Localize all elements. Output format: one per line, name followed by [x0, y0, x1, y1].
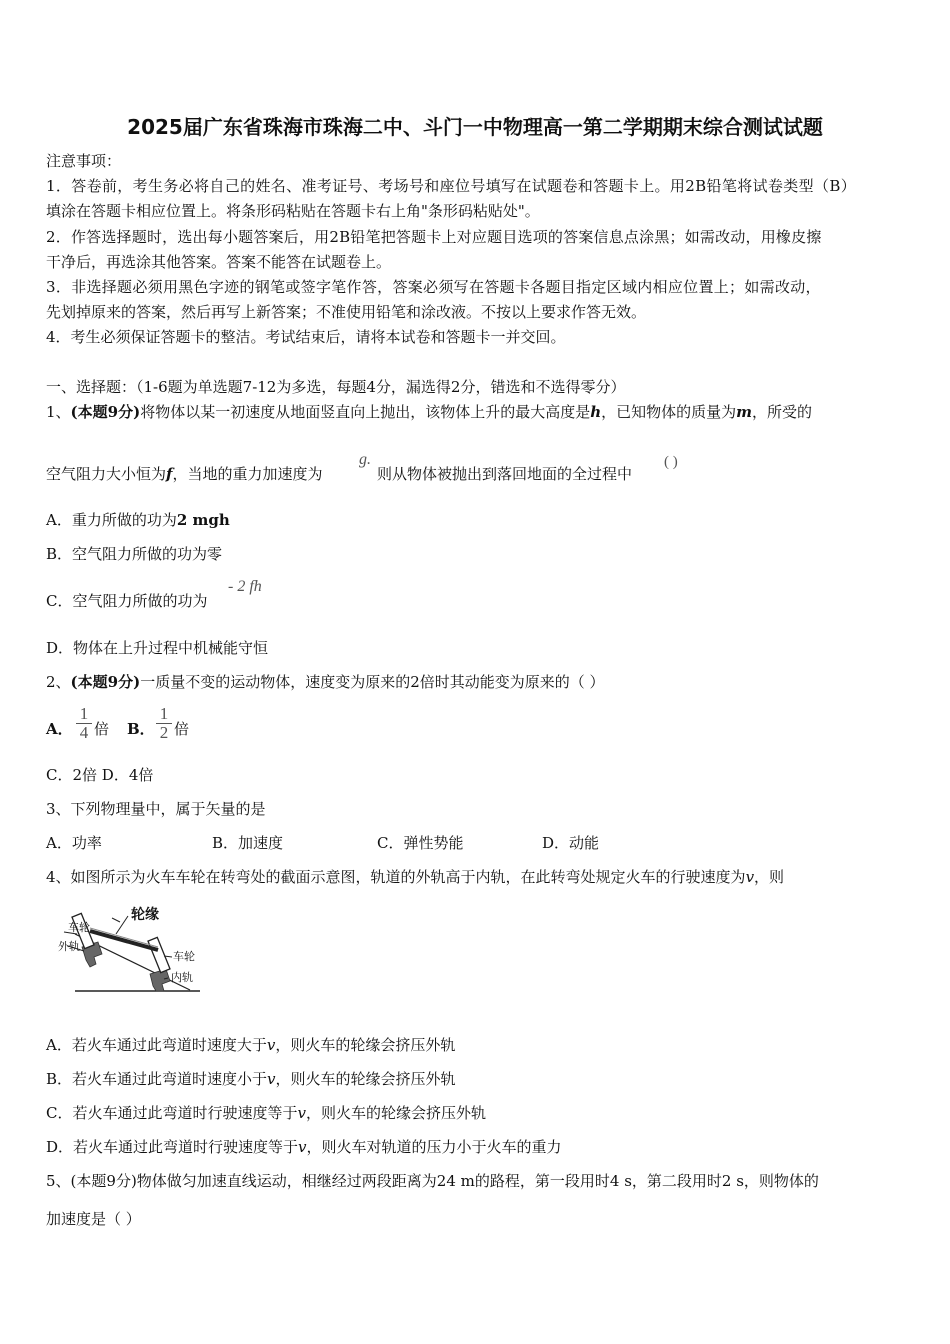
q1-var-f: f — [166, 465, 173, 483]
notice-line-2a: 2．作答选择题时，选出每小题答案后，用2B铅笔把答题卡上对应题目选项的答案信息点涂黑；如需改动，用橡皮擦 — [46, 228, 822, 246]
q1-stem-b: ，已知物体的质量为 — [601, 403, 737, 421]
q2-option-b-denominator: 2 — [159, 723, 169, 742]
q3-option-a: A．功率 — [46, 834, 102, 852]
q1-option-c-formula: - 2 fh — [228, 578, 262, 595]
q3-option-d: D．动能 — [542, 834, 600, 852]
notice-line-4: 4．考生必须保证答题卡的整洁。考试结束后，请将本试卷和答题卡一并交回。 — [46, 328, 566, 346]
q2-number: 2、 — [46, 673, 71, 691]
fig-label-wheel-right: 车轮 — [173, 950, 195, 963]
notice-line-3b: 先划掉原来的答案，然后再写上新答案；不准使用铅笔和涂改液。不按以上要求作答无效。 — [46, 303, 647, 321]
q1-points: (本题9分) — [70, 403, 141, 421]
q1-answer-paren: ( ) — [664, 454, 678, 470]
fig-label-inner-rail: 内轨 — [171, 971, 193, 984]
fig-label-wheel-left: 车轮 — [68, 921, 90, 934]
q1-stem2-a: 空气阻力大小恒为 — [46, 465, 167, 483]
q1-number: 1、 — [46, 403, 71, 421]
q2-option-a-unit: 倍 — [94, 720, 110, 738]
q1-option-c-text: 空气阻力所做的功为 — [72, 592, 208, 610]
q2-option-b-numerator: 1 — [156, 705, 172, 724]
q1-option-a — [46, 510, 230, 530]
q4-option-a-a: A．若火车通过此弯道时速度大于 — [46, 1036, 267, 1054]
q4-option-b — [46, 1069, 456, 1089]
q3-option-b: B．加速度 — [212, 834, 284, 852]
q4-option-a-v: v — [266, 1036, 276, 1054]
q1-stem-c: ，所受的 — [752, 403, 813, 421]
q2-option-b-label: B． — [127, 720, 155, 738]
q1-stem-a: 将物体以某一初速度从地面竖直向上抛出，该物体上升的最大高度是 — [140, 403, 591, 421]
q4-stem-a: 4、如图所示为火车车轮在转弯处的截面示意图，轨道的外轨高于内轨，在此转弯处规定火车的行驶速度为 — [46, 868, 746, 886]
q2-option-b-fraction — [156, 705, 172, 742]
q1-var-m: m — [736, 403, 752, 421]
q1-stem-line1 — [46, 402, 812, 422]
q2-stem — [46, 672, 605, 692]
q2-stem-text: 一质量不变的运动物体，速度变为原来的2倍时其动能变为原来的（ ） — [140, 673, 605, 691]
q4-option-b-v: v — [267, 1070, 276, 1088]
q4-option-c — [46, 1103, 486, 1123]
q1-option-c — [46, 591, 208, 611]
q1-option-a-label: A． — [46, 511, 72, 529]
q1-stem2-c: 则从物体被抛出到落回地面的全过程中 — [377, 465, 633, 483]
q1-option-c-label: C． — [46, 592, 73, 610]
notice-line-1a: 1．答卷前，考生务必将自己的姓名、准考证号、考场号和座位号填写在试题卷和答题卡上。用2B铅笔将试卷类型（B） — [46, 177, 857, 195]
q4-option-a-b: ，则火车的轮缘会挤压外轨 — [275, 1036, 456, 1054]
q4-var-v: v — [745, 868, 755, 886]
q2-options-cd: C．2倍 D．4倍 — [46, 766, 154, 784]
q5-stem-line2: 加速度是（ ） — [46, 1210, 141, 1228]
q4-option-a — [46, 1035, 455, 1055]
notice-heading: 注意事项： — [46, 152, 122, 170]
q4-option-b-b: ，则火车的轮缘会挤压外轨 — [275, 1070, 456, 1088]
q3-stem: 3、下列物理量中，属于矢量的是 — [46, 800, 266, 818]
q4-option-d — [46, 1137, 562, 1157]
page-title: 2025届广东省珠海市珠海二中、斗门一中物理高一第二学期期末综合测试试题 — [127, 115, 823, 139]
q1-var-h: h — [590, 403, 602, 421]
fig-label-outer-rail: 外轨 — [58, 940, 80, 953]
notice-line-2b: 干净后，再选涂其他答案。答案不能答在试题卷上。 — [46, 253, 392, 271]
q1-option-d: D．物体在上升过程中机械能守恒 — [46, 639, 269, 657]
q4-stem — [46, 867, 784, 887]
q5-stem-text: (本题9分)物体做匀加速直线运动，相继经过两段距离为24 m的路程，第一段用时4 s，第二段用时2 s，则物体的 — [70, 1172, 819, 1190]
q4-option-c-b: ，则火车的轮缘会挤压外轨 — [305, 1104, 486, 1122]
fig-label-flange: 轮缘 — [131, 907, 159, 923]
q2-option-a-numerator: 1 — [76, 705, 92, 724]
q1-stem2-b: ，当地的重力加速度为 — [172, 465, 323, 483]
q4-option-d-a: D．若火车通过此弯道时行驶速度等于 — [46, 1138, 299, 1156]
q2-option-a-fraction — [76, 705, 92, 742]
q3-option-c: C．弹性势能 — [377, 834, 464, 852]
q5-stem — [46, 1171, 819, 1191]
q1-stem-line2 — [46, 464, 322, 484]
q1-option-b: B．空气阻力所做的功为零 — [46, 545, 223, 563]
q1-option-a-value: 2 mgh — [176, 511, 230, 529]
notice-line-1b: 填涂在答题卡相应位置上。将条形码粘贴在答题卡右上角"条形码粘贴处"。 — [46, 202, 540, 220]
q2-option-a-denominator: 4 — [79, 723, 89, 742]
q2-option-a-label: A． — [46, 720, 73, 738]
q4-option-b-a: B．若火车通过此弯道时速度小于 — [46, 1070, 268, 1088]
section-heading: 一、选择题：（1-6题为单选题7-12为多选，每题4分，漏选得2分，错选和不选得零分） — [46, 378, 626, 396]
notice-line-3a: 3．非选择题必须用黑色字迹的钢笔或签字笔作答，答案必须写在答题卡各题目指定区域内相应位置上；如需改动， — [46, 278, 821, 296]
q4-stem-b: ，则 — [754, 868, 785, 886]
q1-g-formula: g. — [359, 451, 371, 468]
q1-option-a-text: 重力所做的功为 — [71, 511, 177, 529]
q5-number: 5、 — [46, 1172, 71, 1190]
q4-option-d-b: ，则火车对轨道的压力小于火车的重力 — [306, 1138, 562, 1156]
q4-option-c-a: C．若火车通过此弯道时行驶速度等于 — [46, 1104, 298, 1122]
q4-option-c-v: v — [297, 1104, 306, 1122]
q4-option-d-v: v — [298, 1138, 307, 1156]
q2-points: (本题9分) — [70, 673, 141, 691]
q2-option-b-unit: 倍 — [174, 720, 190, 738]
